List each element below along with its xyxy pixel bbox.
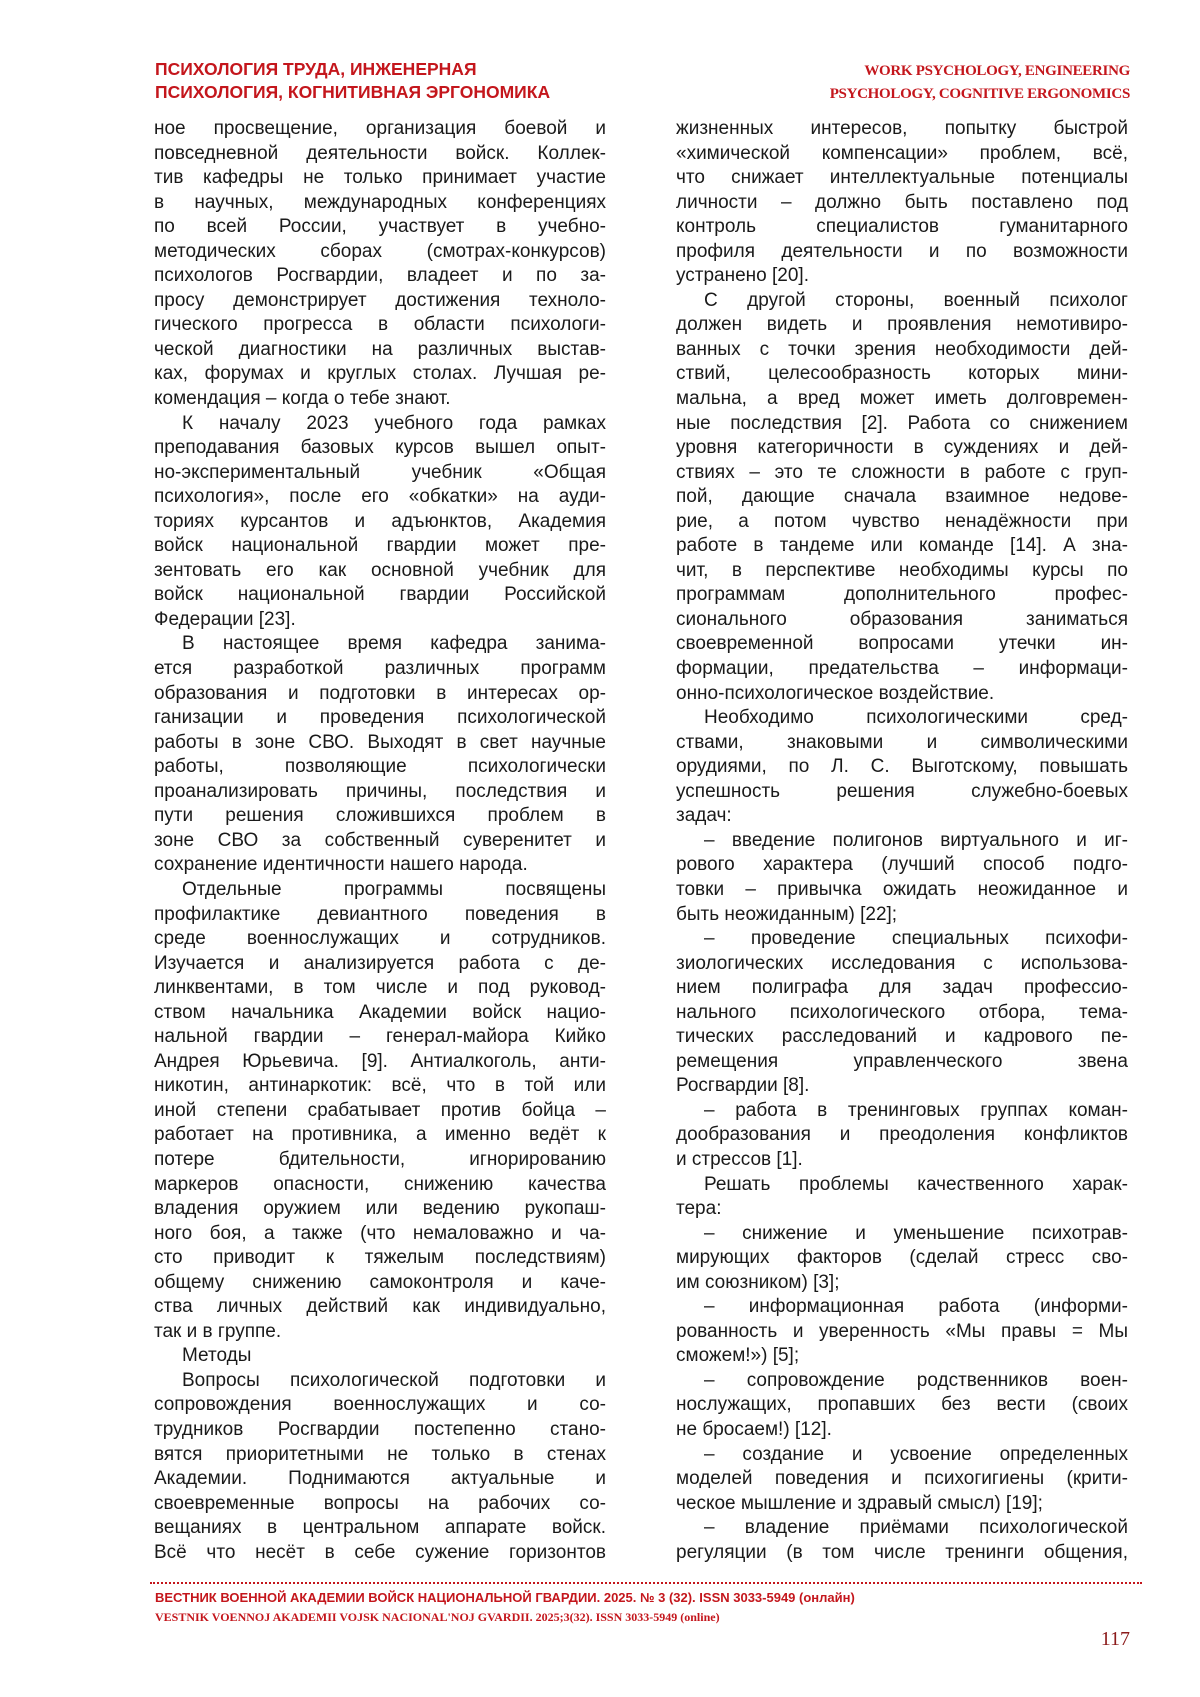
text-line: моделей поведения и психогигиены (крити- [676, 1468, 1128, 1490]
text-line: образования и подготовки в интересах ор- [154, 682, 606, 704]
text-line: работы в зоне СВО. Выходят в свет научные [154, 731, 606, 753]
paragraph [676, 1295, 1128, 1369]
text-line: С другой стороны, военный психолог [704, 289, 1128, 311]
text-line: Всё что несёт в себе сужение горизонтов [154, 1541, 606, 1563]
text-line: маркеров опасности, снижению качества [154, 1173, 606, 1195]
page-number: 117 [1100, 1628, 1130, 1650]
text-line: что снижает интеллектуальные потенциалы [676, 167, 1128, 189]
running-header-right [830, 60, 1130, 106]
footer-divider [150, 1582, 1142, 1584]
text-line: Методы [182, 1345, 252, 1367]
text-line: рового характера (лучший способ подго- [676, 854, 1128, 876]
text-line: ное просвещение, организация боевой и [154, 118, 606, 139]
footer-journal-ru: ВЕСТНИК ВОЕННОЙ АКАДЕМИИ ВОЙСК НАЦИОНАЛЬНОЙ ГВАРДИИ. 2025. № 3 (32). ISSN 3033-5949 (онлайн) [155, 1590, 855, 1605]
text-line: ного боя, а также (что немаловажно и ча- [154, 1222, 606, 1244]
text-line: общему снижению самоконтроля и каче- [154, 1271, 606, 1293]
text-line: потере бдительности, игнорированию [154, 1148, 606, 1170]
text-line: Андрея Юрьевича. [9]. Антиалкоголь, анти- [154, 1050, 606, 1072]
paragraph [154, 1369, 606, 1565]
text-line: – введение полигонов виртуального и иг- [704, 829, 1128, 851]
text-line: – работа в тренинговых группах коман- [704, 1099, 1128, 1121]
text-line: своевременные вопросы на рабочих со- [154, 1492, 606, 1514]
text-line: мальна, а вред может иметь долговремен- [676, 388, 1128, 410]
paragraph [676, 117, 1128, 289]
text-line: ствиях – это те сложности в работе с груп- [676, 461, 1128, 483]
text-line: успешность решения служебно-боевых [676, 780, 1128, 802]
header-right-line-2: PSYCHOLOGY, COGNITIVE ERGONOMICS [829, 86, 1130, 102]
text-line: не бросаем!) [12]. [676, 1418, 832, 1440]
text-line: «химической компенсации» проблем, всё, [676, 142, 1128, 164]
text-line: работе в тандеме или команде [14]. А зна- [676, 535, 1128, 557]
text-line: ремещения управленческого звена [676, 1050, 1128, 1072]
text-line: контроль специалистов гуманитарного [676, 216, 1128, 238]
text-line: – создание и усвоение определенных [704, 1443, 1128, 1465]
text-line: Изучается и анализируется работа с де- [154, 952, 606, 974]
text-line: владения оружием или ведению рукопаш- [154, 1198, 606, 1220]
text-line: войск национальной гвардии может пре- [154, 535, 606, 557]
text-line: так и в группе. [154, 1320, 282, 1342]
text-line: своевременной вопросами утечки ин- [676, 633, 1128, 655]
text-line: – информационная работа (информи- [704, 1296, 1128, 1318]
text-line: зоне СВО за собственный суверенитет и [154, 829, 606, 851]
header-left-line-2: ПСИХОЛОГИЯ, КОГНИТИВНАЯ ЭРГОНОМИКА [155, 82, 551, 102]
text-line: должен видеть и проявления немотивиро- [676, 314, 1128, 336]
text-line: устранено [20]. [676, 265, 809, 287]
text-line: среде военнослужащих и сотрудников. [154, 928, 606, 950]
text-line: по всей России, участвует в учебно- [154, 216, 606, 238]
text-line: комендация – когда о тебе знают. [154, 388, 451, 410]
text-line: трудников Росгвардии постепенно стано- [154, 1418, 606, 1440]
text-line: тив кафедры не только принимает участие [154, 167, 606, 189]
text-line: вятся приоритетными не только в стенах [154, 1443, 606, 1465]
paragraph [676, 1516, 1128, 1565]
text-line: ториях курсантов и адъюнктов, Академия [154, 510, 606, 532]
text-line: сможем!») [5]; [676, 1345, 800, 1367]
text-line: и стрессов [1]. [676, 1148, 803, 1170]
text-line: проанализировать причины, последствия и [154, 780, 606, 802]
text-line: задач: [676, 805, 732, 827]
text-line: программам дополнительного профес- [676, 584, 1128, 606]
text-line: зиологических исследования с использова- [676, 952, 1128, 974]
text-line: рованность и уверенность «Мы правы = Мы [676, 1320, 1128, 1342]
text-line: рие, а потом чувство ненадёжности при [676, 510, 1128, 532]
paragraph [676, 289, 1128, 706]
text-line: пой, дающие сначала взаимное недове- [676, 486, 1128, 508]
text-line: в научных, международных конференциях [154, 191, 606, 213]
text-line: ные последствия [2]. Работа со снижением [676, 412, 1128, 434]
text-line: преподавания базовых курсов вышел опыт- [154, 437, 606, 459]
text-line: тера: [676, 1198, 722, 1220]
paragraph [676, 1173, 1128, 1222]
text-line: нием полиграфа для задач профессио- [676, 977, 1128, 999]
text-line: ется разработкой различных программ [154, 658, 606, 680]
text-line: жизненных интересов, попытку быстрой [676, 118, 1128, 139]
text-line: В настоящее время кафедра занима- [182, 633, 606, 655]
text-line: Вопросы психологической подготовки и [182, 1369, 606, 1391]
paragraph [676, 706, 1128, 829]
text-line: психологов Росгвардии, владеет и по за- [154, 265, 606, 287]
paragraph [154, 1344, 606, 1369]
text-line: быть неожиданным) [22]; [676, 903, 898, 925]
text-line: сохранение идентичности нашего народа. [154, 854, 528, 876]
text-line: линквентами, в том числе и под руковод- [154, 977, 606, 999]
text-line: никотин, антинаркотик: всё, что в той или [154, 1075, 606, 1097]
text-line: повседневной деятельности войск. Коллек- [154, 142, 606, 164]
text-line: – сопровождение родственников воен- [704, 1369, 1128, 1391]
text-line: ства личных действий как индивидуально, [154, 1296, 606, 1318]
text-line: сионального образования заниматься [676, 608, 1128, 630]
text-line: иной степени срабатывает против бойца – [154, 1099, 606, 1121]
text-line: ческой диагностики на различных выстав- [154, 338, 606, 360]
text-line: пути решения сложившихся проблем в [154, 805, 606, 827]
paragraph [676, 1369, 1128, 1443]
text-line: регуляции (в том числе тренинги общения, [676, 1541, 1128, 1563]
text-line: но-экспериментальный учебник «Общая [154, 461, 606, 483]
text-line: психология», после его «обкатки» на ауди- [154, 486, 606, 508]
paragraph [154, 632, 606, 877]
text-line: работает на противника, а именно ведёт к [154, 1124, 606, 1146]
text-line: тических расследований и кадрового пе- [676, 1026, 1128, 1048]
paragraph [154, 412, 606, 633]
text-line: зентовать его как основной учебник для [154, 559, 606, 581]
text-column-right [676, 117, 1128, 1565]
text-line: нального психологического отбора, тема- [676, 1001, 1128, 1023]
footer-journal-en: VESTNIK VOENNOJ AKADEMII VOJSK NACIONAL'NOJ GVARDII. 2025;3(32). ISSN 3033-5949 (online) [155, 1610, 720, 1624]
text-line: мирующих факторов (сделай стресс сво- [676, 1247, 1128, 1269]
text-line: онно-психологическое воздействие. [676, 682, 995, 704]
text-line: ством начальника Академии войск нацио- [154, 1001, 606, 1023]
text-line: Отдельные программы посвящены [182, 878, 606, 900]
text-line: сто приводит к тяжелым последствиям) [154, 1247, 606, 1269]
text-line: войск национальной гвардии Российской [154, 584, 606, 606]
running-header-left [155, 58, 550, 104]
paragraph [676, 1443, 1128, 1517]
text-line: нальной гвардии – генерал-майора Кийко [154, 1026, 606, 1048]
paragraph [154, 117, 606, 412]
text-line: просу демонстрирует достижения техноло- [154, 289, 606, 311]
paragraph [676, 1099, 1128, 1173]
text-line: ствий, целесообразность которых мини- [676, 363, 1128, 385]
text-line: – снижение и уменьшение психотрав- [704, 1222, 1128, 1244]
text-line: ках, форумах и круглых столах. Лучшая ре- [154, 363, 606, 385]
text-line: им союзником) [3]; [676, 1271, 840, 1293]
text-column-left [154, 117, 606, 1565]
text-line: – владение приёмами психологической [704, 1517, 1128, 1539]
text-line: Академии. Поднимаются актуальные и [154, 1468, 606, 1490]
text-line: Росгвардии [8]. [676, 1075, 810, 1097]
text-line: сопровождения военнослужащих и со- [154, 1394, 606, 1416]
text-line: Федерации [23]. [154, 608, 296, 630]
paragraph [676, 1222, 1128, 1296]
text-line: уровня категоричности в суждениях и дей- [676, 437, 1128, 459]
text-line: ческое мышление и здравый смысл) [19]; [676, 1492, 1043, 1514]
paragraph [676, 927, 1128, 1099]
text-line: личности – должно быть поставлено под [676, 191, 1128, 213]
text-line: профиля деятельности и по возможности [676, 240, 1128, 262]
text-line: Необходимо психологическими сред- [704, 707, 1128, 729]
text-line: формации, предательства – информаци- [676, 658, 1128, 680]
header-right-line-1: WORK PSYCHOLOGY, ENGINEERING [864, 63, 1130, 79]
text-line: чит, в перспективе необходимы курсы по [676, 559, 1128, 581]
text-line: вещаниях в центральном аппарате войск. [154, 1517, 606, 1539]
header-left-line-1: ПСИХОЛОГИЯ ТРУДА, ИНЖЕНЕРНАЯ [155, 59, 477, 79]
text-line: методических сборах (смотрах-конкурсов) [154, 240, 606, 262]
text-line: орудиями, по Л. С. Выготскому, повышать [676, 756, 1128, 778]
paragraph [154, 878, 606, 1344]
text-line: работы, позволяющие психологически [154, 756, 606, 778]
text-line: товки – привычка ожидать неожиданное и [676, 878, 1128, 900]
text-line: – проведение специальных психофи- [704, 928, 1128, 950]
text-line: Решать проблемы качественного харак- [704, 1173, 1128, 1195]
text-line: ганизации и проведения психологической [154, 707, 606, 729]
text-line: К началу 2023 учебного года рамках [182, 412, 606, 434]
text-line: гического прогресса в области психологи- [154, 314, 606, 336]
text-line: нослужащих, пропавших без вести (своих [676, 1394, 1128, 1416]
text-line: дообразования и преодоления конфликтов [676, 1124, 1128, 1146]
text-line: ствами, знаковыми и символическими [676, 731, 1128, 753]
text-line: ванных с точки зрения необходимости дей- [676, 338, 1128, 360]
paragraph [676, 829, 1128, 927]
text-line: профилактике девиантного поведения в [154, 903, 606, 925]
